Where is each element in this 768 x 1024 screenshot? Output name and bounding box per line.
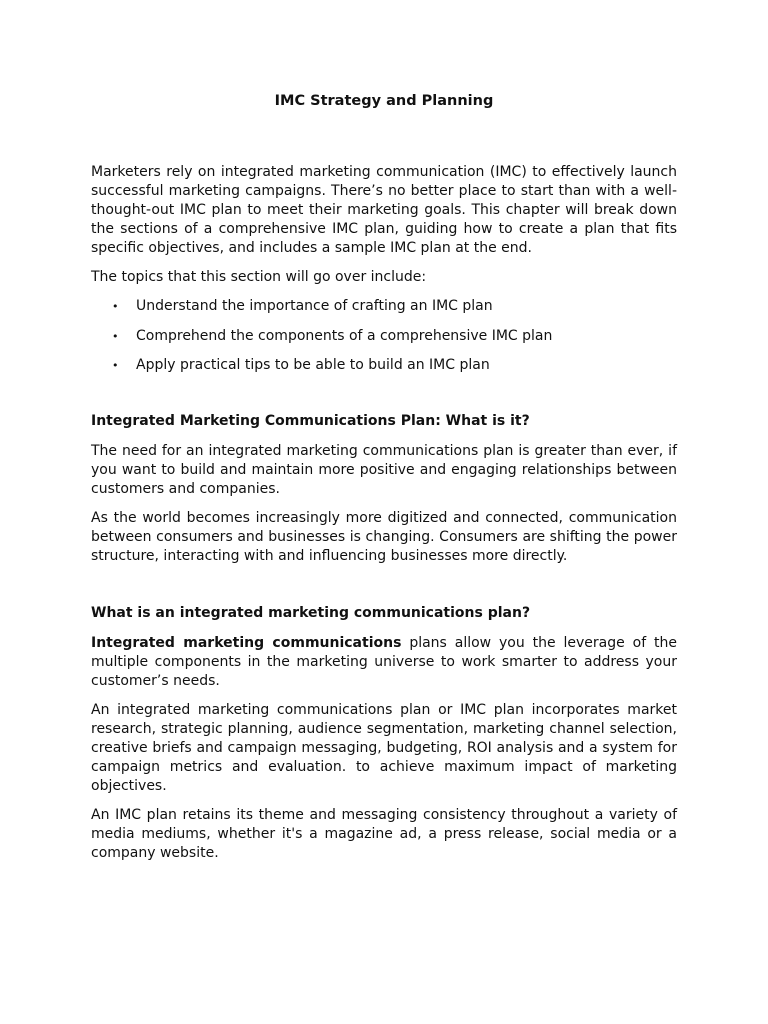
list-item-text: Apply practical tips to be able to build an IMC plan	[136, 357, 490, 373]
intro-paragraph	[91, 163, 677, 258]
list-item	[91, 356, 677, 375]
list-item	[91, 297, 677, 316]
section2-paragraph-2: An integrated marketing communications plan or IMC plan incorporates market research, strategic planning, audience segmentation, marketing channel selection, creative briefs and campaign messaging, budgeting, ROI analysis and a system for campaign metrics and evaluation. to achieve maximum impact of marketing objectives.	[91, 702, 677, 794]
section1-paragraph-2: As the world becomes increasingly more digitized and connected, communication between consumers and businesses is changing. Consumers are shifting the power structure, interacting with and influencing businesses more directly.	[91, 510, 677, 564]
list-item-text: Comprehend the components of a comprehensive IMC plan	[136, 327, 553, 344]
section1-paragraph-1: The need for an integrated marketing communications plan is greater than ever, if you want to build and maintain more positive and engaging relationships between customers and companies.	[91, 443, 677, 497]
intro-text-c: (IMC) to effectively launch successful marketing campaigns. There’s no better place to start than with a well-thought-out IMC plan to meet their marketing goals. This chapter will break down the sections of a comprehensive IMC plan, guiding how to create a plan that fits specific objectives, and includes a sample IMC plan at the end.	[91, 164, 677, 256]
imc-bold-term: Integrated marketing communications	[91, 635, 402, 651]
intro-text-a: Marketers rely on	[91, 164, 221, 180]
imc-term: integrated marketing communication	[220, 164, 490, 180]
bullet-icon: •	[112, 359, 119, 372]
topics-list	[91, 297, 677, 375]
section2-paragraph-1-rest: plans allow you the leverage of the multiple components in the marketing universe to work smarter to address your customer’s needs.	[91, 635, 677, 689]
section2-paragraph-3: An IMC plan retains its theme and messaging consistency throughout a variety of media mediums, whether it's a magazine ad, a press release, social media or a company website.	[91, 807, 677, 861]
topics-lead-in: The topics that this section will go over include:	[91, 269, 427, 285]
document-title: IMC Strategy and Planning	[274, 93, 494, 109]
section2-paragraph-1	[91, 634, 677, 691]
list-item	[91, 327, 677, 346]
list-item-text: Understand the importance of crafting an IMC plan	[136, 298, 493, 314]
section-heading-definition: What is an integrated marketing communications plan?	[91, 605, 531, 621]
section-heading-what-is-it: Integrated Marketing Communications Plan: What is it?	[91, 413, 530, 429]
bullet-icon: •	[112, 300, 119, 313]
bullet-icon: •	[112, 329, 119, 343]
